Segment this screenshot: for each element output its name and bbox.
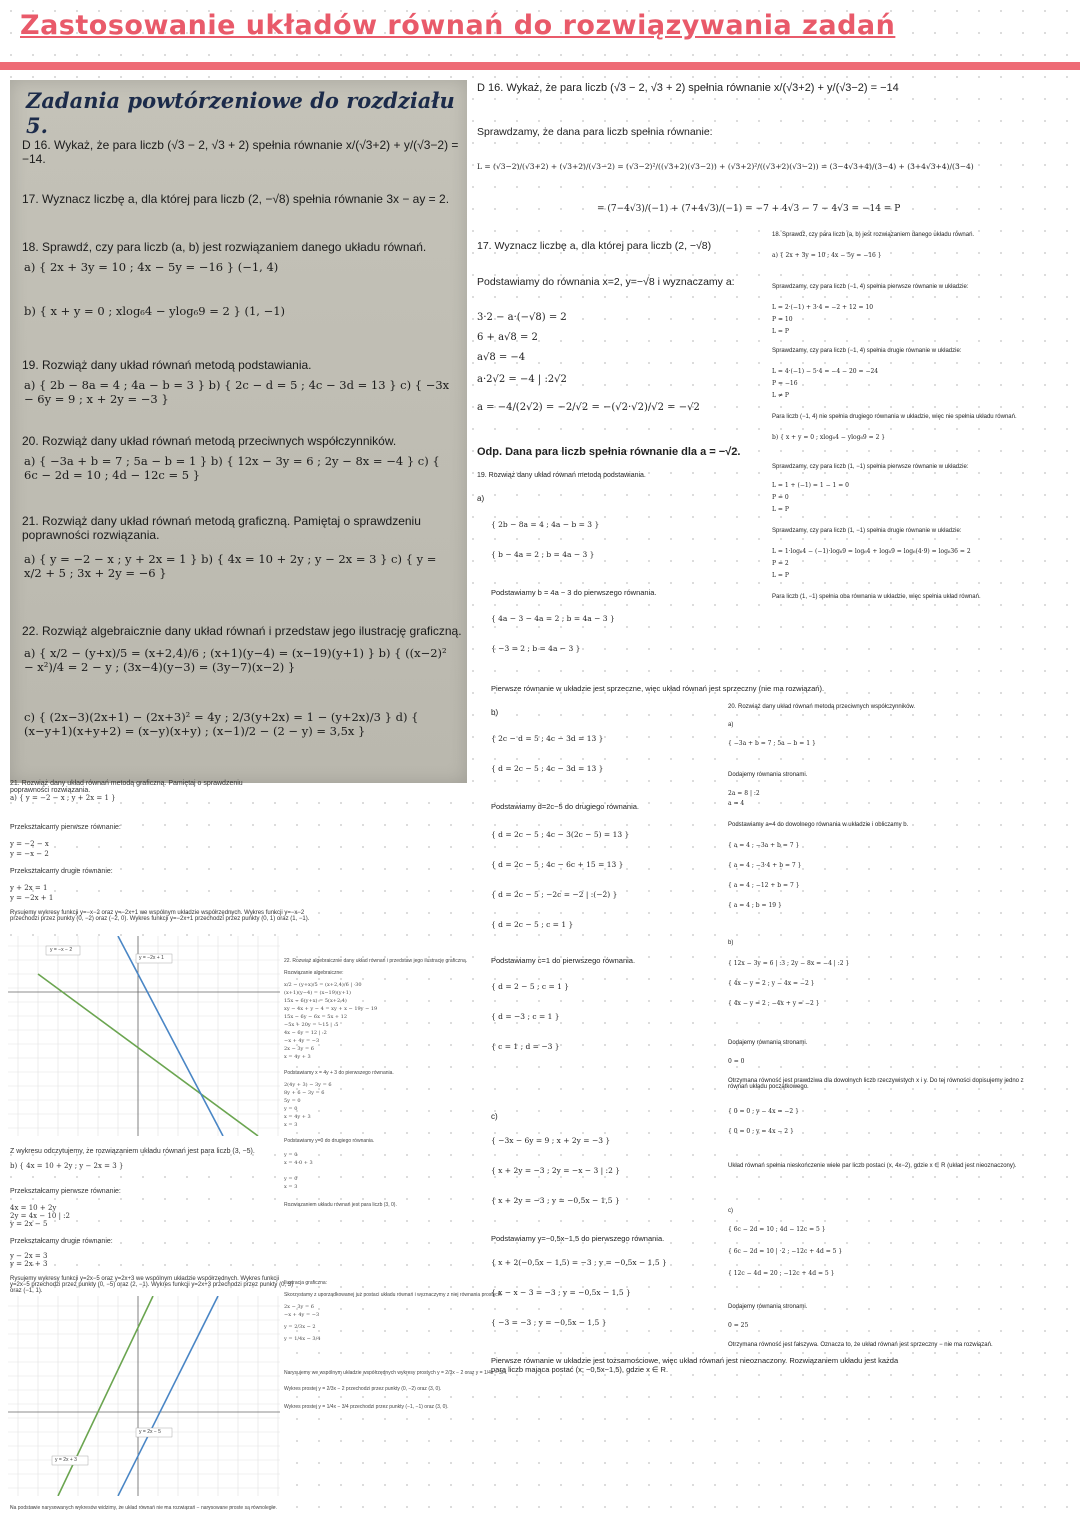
r-sys18a: a) { 2x + 3y = 10 ; 4x − 5y = −16 } <box>772 252 882 259</box>
c-l17: 3·2 − a·(−√8) = 2 <box>477 312 567 323</box>
r-d4l: { 0 = 0 ; y = 4x − 2 } <box>728 1128 794 1135</box>
note-t7: Rysujemy wykresy funkcji y=2x−5 oraz y=2x+3 we wspólnym układzie współrzędnych. Wykres funkcji y=2x−5 przechodzi przez punkty (0, −5) oraz (2, −1). Wykres funkcji y=2x+3 przechodzi przez punkty (0, 3) oraz (−1, 1). <box>10 1276 294 1294</box>
r-r2l: P = −16 <box>772 380 798 387</box>
c-l19c2: { x + 2(−0,5x − 1,5) = −3 ; y = −0,5x − 1,5 } <box>491 1258 667 1267</box>
c-p19c: Podstawiamy y=−0,5x−1,5 do pierwszego równania. <box>491 1234 665 1243</box>
c-p19a: Podstawiamy b = 4a − 3 do pierwszego równania. <box>491 588 657 597</box>
r-d2l: { a = 4 ; −3a + b = 7 } <box>728 842 800 849</box>
r-a: a) <box>728 722 734 728</box>
c-p19b: Podstawiamy d=2c−5 do drugiego równania. <box>491 802 640 811</box>
c-l19b: { d = 2c − 5 ; 4c − 3d = 13 } <box>491 764 604 773</box>
mid-line: 2x − 3y = 6 <box>284 1304 314 1310</box>
photo-ex17: 17. Wyznacz liczbę a, dla której para liczb (2, −√8) spełnia równanie 3x − ay = 2. <box>22 192 450 206</box>
mid-p1: Podstawiamy x = 4y + 3 do pierwszego równania. <box>284 1070 394 1076</box>
graph-21b <box>8 1296 280 1496</box>
note-t2a: y + 2x = 1 <box>10 884 48 892</box>
graph-label-4: y = 2x + 3 <box>55 1457 77 1463</box>
note-t1b: y = −x − 2 <box>10 850 49 858</box>
r-d3l: 0 = 0 <box>728 1058 745 1065</box>
mid-p2: Podstawiamy y=0 do drugiego równania. <box>284 1138 375 1144</box>
r-d7: Otrzymana równość jest fałszywa. Oznacza to, że układ równań jest sprzeczny − nie ma rozwiązań. <box>728 1342 993 1348</box>
mid-line: 4x − 6y = 12 | :2 <box>284 1030 327 1036</box>
c-l19b3: { d = −3 ; c = 1 } <box>491 1012 560 1021</box>
mid-line: y = 0 <box>284 1152 298 1158</box>
note-h21: 21. Rozwiąż dany układ równań metodą graficzną. Pamiętaj o sprawdzeniu poprawności rozwiązania. <box>10 780 243 794</box>
r-d1: Dodajemy równania stronami. <box>728 772 808 778</box>
r-sys20a: { −3a + b = 7 ; 5a − b = 1 } <box>728 740 816 747</box>
c-h16: D 16. Wykaż, że para liczb (√3 − 2, √3 + 2) spełnia równanie x/(√3+2) + y/(√3−2) = −14 <box>477 82 899 94</box>
mid-line: 8y + 6 − 3y = 6 <box>284 1090 325 1096</box>
mid-line: y = 0 <box>284 1106 298 1112</box>
r-r1l: P = 10 <box>772 316 793 323</box>
c-a: a) <box>477 494 485 503</box>
r-sys20c: { 6c − 2d = 10 ; 4d − 12c = 5 } <box>728 1226 826 1233</box>
mid-line: −5x + 20y = −15 | :5 <box>284 1022 339 1028</box>
note-t4: Z wykresu odczytujemy, że rozwiązaniem układu równań jest para liczb (3, −5). <box>10 1148 255 1155</box>
r-d3: Dodajemy równania stronami. <box>728 1040 808 1046</box>
line-y-2x-minus-5 <box>118 1296 218 1496</box>
r-r4: Sprawdzamy, czy para liczb (1, −1) spełnia pierwsze równanie w układzie: <box>772 464 969 470</box>
mid-p5: Skorzystamy z uporządkowanej już postaci układu równań i wyznaczymy z niej równania prostych. <box>284 1292 502 1298</box>
line-y-minus-2x-plus-1 <box>118 936 223 1136</box>
mid-line: x = 3 <box>284 1122 298 1128</box>
r-sys20b: { 12x − 3y = 6 | :3 ; 2y − 8x = −4 | :2 } <box>728 960 850 967</box>
mid-line: y = 1/4x − 3/4 <box>284 1336 321 1342</box>
note-sys-b: b) { 4x = 10 + 2y ; y − 2x = 3 } <box>10 1162 124 1170</box>
c-l19b2: { d = 2c − 5 ; c = 1 } <box>491 920 574 929</box>
r-d6l: 0 = 25 <box>728 1322 749 1329</box>
c-l19a: { 2b − 8a = 4 ; 4a − b = 3 } <box>491 520 600 529</box>
photo-heading: Zadania powtórzeniowe do rozdziału 5. <box>26 88 455 138</box>
r-r2: Sprawdzamy, czy para liczb (−1, 4) spełnia drugie równanie w układzie: <box>772 348 962 354</box>
photo-ex19: 19. Rozwiąż dany układ równań metodą podstawiania. <box>22 358 312 372</box>
page-title: Zastosowanie układów równań do rozwiązywania zadań <box>20 10 896 41</box>
r-d2l: { a = 4 ; −3·4 + b = 7 } <box>728 862 802 869</box>
r-r2l: L ≠ P <box>772 392 789 399</box>
mid-line: −x + 4y = −3 <box>284 1312 320 1318</box>
note-t2: Przekształcamy drugie równanie: <box>10 868 113 875</box>
mid-line: 15x − 6y − 6x = 5x + 12 <box>284 1014 348 1020</box>
c-l19b3: { c = 1 ; d = −3 } <box>491 1042 560 1051</box>
r-d2l: { a = 4 ; b = 19 } <box>728 902 782 909</box>
c-l19b3: { d = 2 − 5 ; c = 1 } <box>491 982 570 991</box>
c-s16: Sprawdzamy, że dana para liczb spełnia równanie: <box>477 126 713 138</box>
r-r5l: L = 1·log₆4 − (−1)·log₆9 = log₆4 + log₆9 = log₆(4·9) = log₆36 = 2 <box>772 548 971 555</box>
note-t6a: y − 2x = 3 <box>10 1252 48 1260</box>
textbook-photo <box>10 80 467 783</box>
c-l17: a·2√2 = −4 | :2√2 <box>477 374 567 385</box>
mid-line: y = 2/3x − 2 <box>284 1324 316 1330</box>
mid-p4: Ilustracja graficzna: <box>284 1280 328 1286</box>
c-l19b2: { d = 2c − 5 ; 4c − 6c + 15 = 13 } <box>491 860 624 869</box>
photo-ex20: 20. Rozwiąż dany układ równań metodą przeciwnych współczynników. <box>22 434 397 448</box>
mid-line: y = 0 <box>284 1176 298 1182</box>
r-d5: Układ równań spełnia nieskończenie wiele par liczb postaci (x, 4x−2), gdzie x ∈ R (układ jest nieoznaczony). <box>728 1163 1017 1169</box>
mid-line: −x + 4y = −3 <box>284 1038 320 1044</box>
c-s17: Podstawiamy do równania x=2, y=−√8 i wyznaczamy a: <box>477 276 735 288</box>
c-p19b2: Podstawiamy c=1 do pierwszego równania. <box>491 956 636 965</box>
r-r5l: P = 2 <box>772 560 789 567</box>
note-t5a: 4x = 10 + 2y <box>10 1204 57 1212</box>
photo-ex19abc: a) { 2b − 8a = 4 ; 4a − b = 3 } b) { 2c − d = 5 ; 4c − 3d = 13 } c) { −3x − 6y = 9 ; x + 2y = −3 } <box>24 378 450 406</box>
r-d2: Podstawiamy a=4 do dowolnego równania w układzie i obliczamy b. <box>728 822 909 828</box>
r-r5: Sprawdzamy, czy para liczb (1, −1) spełnia drugie równanie w układzie: <box>772 528 962 534</box>
c-l16a: L = (√3−2)/(√3+2) + (√3+2)/(√3−2) = (√3−2)²/((√3+2)(√3−2)) + (√3+2)²/((√3+2)(√3−2)) = (3−4√3+4)/(3−4) + (3+4√3+4)/(3−4) <box>477 162 974 171</box>
note-t6: Przekształcamy drugie równanie: <box>10 1238 113 1245</box>
c-l19a2: { −3 = 2 ; b = 4a − 3 } <box>491 644 581 653</box>
r-d2l: { a = 4 ; −12 + b = 7 } <box>728 882 800 889</box>
mid-line: 2(4y + 3) − 3y = 6 <box>284 1082 332 1088</box>
c-l19a2: { 4a − 3 − 4a = 2 ; b = 4a − 3 } <box>491 614 615 623</box>
c-b: b) <box>491 708 499 717</box>
r-r4l: P = 0 <box>772 494 789 501</box>
mid-line: x = 3 <box>284 1184 298 1190</box>
photo-ex21: 21. Rozwiąż dany układ równań metodą graficzną. Pamiętaj o sprawdzeniu poprawności rozwiązania. <box>22 514 421 542</box>
r-d1l: 2a = 8 | :2 <box>728 790 760 797</box>
photo-ex22: 22. Rozwiąż algebraicznie dany układ równań i przedstaw jego ilustrację graficzną. <box>22 624 462 638</box>
c-l19c2: { x − x − 3 = −3 ; y = −0,5x − 1,5 } <box>491 1288 631 1297</box>
line-y-minus-x-minus-2 <box>38 974 258 1136</box>
graph-label-2: y = −2x + 1 <box>139 955 164 961</box>
note-sys-a: a) { y = −2 − x ; y + 2x = 1 } <box>10 794 116 802</box>
note-t2b: y = −2x + 1 <box>10 894 54 902</box>
note-t6b: y = 2x + 3 <box>10 1260 48 1268</box>
mid-p7: Wykres prostej y = 2/3x − 2 przechodzi przez punkty (0, −2) oraz (3, 0). <box>284 1386 442 1392</box>
photo-ex21abc: a) { y = −2 − x ; y + 2x = 1 } b) { 4x = 10 + 2y ; y − 2x = 3 } c) { y = x/2 + 5 ; 3x + 2y = −6 } <box>24 552 437 580</box>
mid-line: x = 4y + 3 <box>284 1114 311 1120</box>
r-b: b) <box>728 940 734 946</box>
photo-ex16: D 16. Wykaż, że para liczb (√3 − 2, √3 + 2) spełnia równanie x/(√3+2) + y/(√3−2) = −14. <box>22 138 459 166</box>
r-r6: Para liczb (1, −1) spełnia oba równania w układzie, więc spełnia układ równań. <box>772 594 981 600</box>
r-d1l: a = 4 <box>728 800 745 807</box>
c-c19c: Pierwsze równanie w układzie jest tożsamościowe, więc układ równań jest nieoznaczony. Rozwiązaniem układu jest każda para liczb mająca postać (x; −0,5x−1,5), gdzie x ∈ R. <box>491 1356 899 1374</box>
graph-label-1: y = −x − 2 <box>50 947 73 953</box>
c-h19: 19. Rozwiąż dany układ równań metodą podstawiania. <box>477 472 646 479</box>
mid-line: (x+1)(y−4) = (x−19)(y+1) <box>284 990 351 996</box>
photo-ex22ab: a) { x/2 − (y+x)/5 = (x+2,4)/6 ; (x+1)(y−4) = (x−19)(y+1) } b) { ((x−2)² − x²)/4 = 2 − y ; (3x−4)(y−3) = (3y−7)(x−2) } <box>24 646 447 674</box>
c-l19a: { b − 4a = 2 ; b = 4a − 3 } <box>491 550 595 559</box>
r-sys20b: { 4x − y = 2 ; y − 4x = −2 } <box>728 980 815 987</box>
note-t1a: y = −2 − x <box>10 840 49 848</box>
c-l17: a = −4/(2√2) = −2/√2 = −(√2·√2)/√2 = −√2 <box>477 402 700 413</box>
mid-line: x = 4y + 3 <box>284 1054 311 1060</box>
note-t1: Przekształcamy pierwsze równanie: <box>10 824 121 831</box>
c-h17: 17. Wyznacz liczbę a, dla której para liczb (2, −√8) <box>477 240 712 252</box>
note-t8: Na podstawie narysowanych wykresów widzimy, że układ równań nie ma rozwiązań − narysowane proste są równoległe. <box>10 1505 277 1511</box>
r-r3: Para liczb (−1, 4) nie spełnia drugiego równania w układzie, więc nie spełnia układu równań. <box>772 414 1017 420</box>
r-c: c) <box>728 1208 733 1214</box>
r-d4: Otrzymana równość jest prawdziwa dla dowolnych liczb rzeczywistych x i y. Do tej równości dopisujemy jedno z równań układu początkowego. <box>728 1078 1024 1090</box>
graph-label-3: y = 2x − 5 <box>139 1429 161 1435</box>
mid-p6: Narysujemy we wspólnym układzie współrzędnych wykresy prostych y = 2/3x − 2 oraz y = 1/4x − 3/4. <box>284 1370 508 1376</box>
c-l19b2: { d = 2c − 5 ; −2c = −2 | :(−2) } <box>491 890 618 899</box>
c-l16b: = (7−4√3)/(−1) + (7+4√3)/(−1) = −7 + 4√3 − 7 − 4√3 = −14 = P <box>597 204 901 214</box>
c-l17: a√8 = −4 <box>477 352 526 363</box>
mid-line: xy − 4x + y − 4 = xy + x − 19y − 19 <box>284 1006 378 1012</box>
r-r4l: L = P <box>772 506 789 513</box>
mid-line: 15x − 6(y+x) = 5(x+2,4) <box>284 998 347 1004</box>
note-t3: Rysujemy wykresy funkcji y=−x−2 oraz y=−2x+1 we wspólnym układzie współrzędnych. Wykres funkcji y=−x−2 przechodzi przez punkty (0, −2) oraz (−2, 0). Wykres funkcji y=−2x+1 przechodzi przez punkty (0, 1) oraz (1, −1). <box>10 910 310 922</box>
mid-p8: Wykres prostej y = 1/4x − 3/4 przechodzi przez punkty (−1, −1) oraz (3, 0). <box>284 1404 449 1410</box>
photo-ex18: 18. Sprawdź, czy para liczb (a, b) jest rozwiązaniem danego układu równań. <box>22 240 427 254</box>
mid-h22: 22. Rozwiąż algebraicznie dany układ równań i przedstaw jego ilustrację graficzną. <box>284 958 468 964</box>
c-l19b: { 2c − d = 5 ; 4c − 3d = 13 } <box>491 734 604 743</box>
mid-line: x/2 − (y+x)/5 = (x+2,4)/6 | ·30 <box>284 982 362 988</box>
note-t5c: y = 2x − 5 <box>10 1220 48 1228</box>
note-t5: Przekształcamy pierwsze równanie: <box>10 1188 121 1195</box>
r-sys20c: { 12c − 4d = 20 ; −12c + 4d = 5 } <box>728 1270 835 1277</box>
note-t5b: 2y = 4x − 10 | :2 <box>10 1212 70 1220</box>
r-h18: 18. Sprawdź, czy para liczb (a, b) jest rozwiązaniem danego układu równań. <box>772 232 975 238</box>
mid-line: 2x − 3y = 6 <box>284 1046 314 1052</box>
photo-ex18a: a) { 2x + 3y = 10 ; 4x − 5y = −16 } (−1, 4) <box>24 260 279 274</box>
r-h20: 20. Rozwiąż dany układ równań metodą przeciwnych współczynników. <box>728 704 916 710</box>
c-odp17: Odp. Dana para liczb spełnia równanie dla a = −√2. <box>477 446 741 458</box>
photo-ex22cd: c) { (2x−3)(2x+1) − (2x+3)² = 4y ; 2/3(y+2x) = 1 − (y+2x)/3 } d) { (x−y+1)(x+y+2) = (x−y)(x+y) ; (x−1)/2 − (2 − y) = 3,5x } <box>24 710 419 738</box>
r-r5l: L = P <box>772 572 789 579</box>
c-l19c: { x + 2y = −3 ; y = −0,5x − 1,5 } <box>491 1196 620 1205</box>
graph-21a <box>8 936 280 1136</box>
r-sys20c: { 6c − 2d = 10 | ·2 ; −12c + 4d = 5 } <box>728 1248 843 1255</box>
c-l17: 6 + a√8 = 2 <box>477 332 538 343</box>
line-y-2x-plus-3 <box>58 1296 153 1496</box>
c-c: c) <box>491 1112 498 1121</box>
photo-ex20abc: a) { −3a + b = 7 ; 5a − b = 1 } b) { 12x − 3y = 6 ; 2y − 8x = −4 } c) { 6c − 2d = 10 ; 4d − 12c = 5 } <box>24 454 440 482</box>
r-r4l: L = 1 + (−1) = 1 − 1 = 0 <box>772 482 849 489</box>
r-sys18b: b) { x + y = 0 ; xlog₆4 − ylog₆9 = 2 } <box>772 434 886 441</box>
mid-sub: Rozwiązanie algebraiczne: <box>284 970 344 976</box>
r-r1l: L = 2·(−1) + 3·4 = −2 + 12 = 10 <box>772 304 874 311</box>
title-underline-bar <box>0 62 1080 70</box>
c-l19c: { −3x − 6y = 9 ; x + 2y = −3 } <box>491 1136 611 1145</box>
r-d4l: { 0 = 0 ; y − 4x = −2 } <box>728 1108 799 1115</box>
photo-ex18b: b) { x + y = 0 ; xlog₆4 − ylog₆9 = 2 } (1, −1) <box>24 304 286 318</box>
mid-line: x = 4·0 + 3 <box>284 1160 313 1166</box>
mid-p3: Rozwiązaniem układu równań jest para liczb (3, 0). <box>284 1202 397 1208</box>
mid-line: 5y = 0 <box>284 1098 301 1104</box>
c-l19c: { x + 2y = −3 ; 2y = −x − 3 | :2 } <box>491 1166 620 1175</box>
c-l19b2: { d = 2c − 5 ; 4c − 3(2c − 5) = 13 } <box>491 830 630 839</box>
r-r1: Sprawdzamy, czy para liczb (−1, 4) spełnia pierwsze równanie w układzie: <box>772 284 969 290</box>
c-l19c2: { −3 = −3 ; y = −0,5x − 1,5 } <box>491 1318 607 1327</box>
r-r1l: L = P <box>772 328 789 335</box>
r-d6: Dodajemy równania stronami. <box>728 1304 808 1310</box>
r-sys20b: { 4x − y = 2 ; −4x + y = −2 } <box>728 1000 820 1007</box>
c-c19a: Pierwsze równanie w układzie jest sprzeczne, więc układ równań jest sprzeczny (nie ma rozwiązań). <box>491 684 825 693</box>
r-r2l: L = 4·(−1) − 5·4 = −4 − 20 = −24 <box>772 368 879 375</box>
